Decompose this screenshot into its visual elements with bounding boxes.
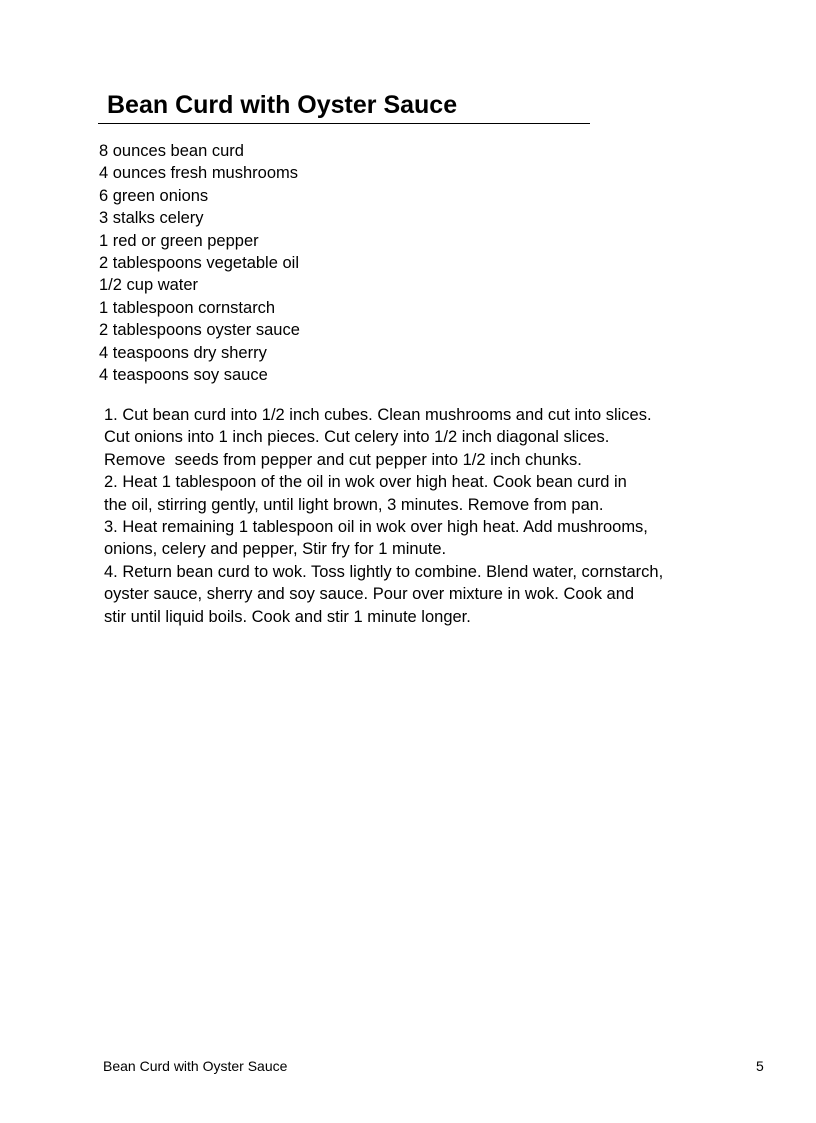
ingredient-item: 4 ounces fresh mushrooms: [99, 164, 299, 183]
direction-line: 3. Heat remaining 1 tablespoon oil in wok over high heat. Add mushrooms,: [104, 518, 648, 537]
ingredient-list: [99, 140, 300, 386]
direction-line: oyster sauce, sherry and soy sauce. Pour over mixture in wok. Cook and: [104, 585, 635, 604]
ingredient-item: 2 tablespoons vegetable oil: [99, 254, 299, 273]
direction-line: 2. Heat 1 tablespoon of the oil in wok over high heat. Cook bean curd in: [104, 473, 627, 492]
ingredient-item: 4 teaspoons dry sherry: [99, 343, 267, 362]
title-underline: [98, 123, 590, 124]
ingredient-item: 1/2 cup water: [99, 276, 199, 295]
direction-line: Cut onions into 1 inch pieces. Cut celery into 1/2 inch diagonal slices.: [104, 428, 610, 447]
ingredient-item: 6 green onions: [99, 186, 209, 205]
ingredient-item: 4 teaspoons soy sauce: [99, 366, 268, 385]
footer-title: Bean Curd with Oyster Sauce: [103, 1058, 288, 1074]
ingredient-item: 2 tablespoons oyster sauce: [99, 321, 300, 340]
ingredient-item: 1 red or green pepper: [99, 231, 259, 250]
ingredient-item: 1 tablespoon cornstarch: [99, 298, 276, 317]
direction-line: onions, celery and pepper, Stir fry for 1 minute.: [104, 540, 447, 559]
direction-line: Remove seeds from pepper and cut pepper into 1/2 inch chunks.: [104, 450, 582, 469]
directions: [104, 404, 784, 628]
direction-line: 1. Cut bean curd into 1/2 inch cubes. Clean mushrooms and cut into slices.: [104, 406, 652, 424]
ingredient-item: 8 ounces bean curd: [99, 142, 244, 160]
recipe-title: Bean Curd with Oyster Sauce: [107, 91, 458, 119]
page-number: 5: [756, 1058, 764, 1074]
direction-line: stir until liquid boils. Cook and stir 1 minute longer.: [104, 607, 471, 626]
direction-line: the oil, stirring gently, until light brown, 3 minutes. Remove from pan.: [104, 495, 604, 514]
ingredient-item: 3 stalks celery: [99, 209, 204, 228]
direction-line: 4. Return bean curd to wok. Toss lightly to combine. Blend water, cornstarch,: [104, 562, 664, 581]
